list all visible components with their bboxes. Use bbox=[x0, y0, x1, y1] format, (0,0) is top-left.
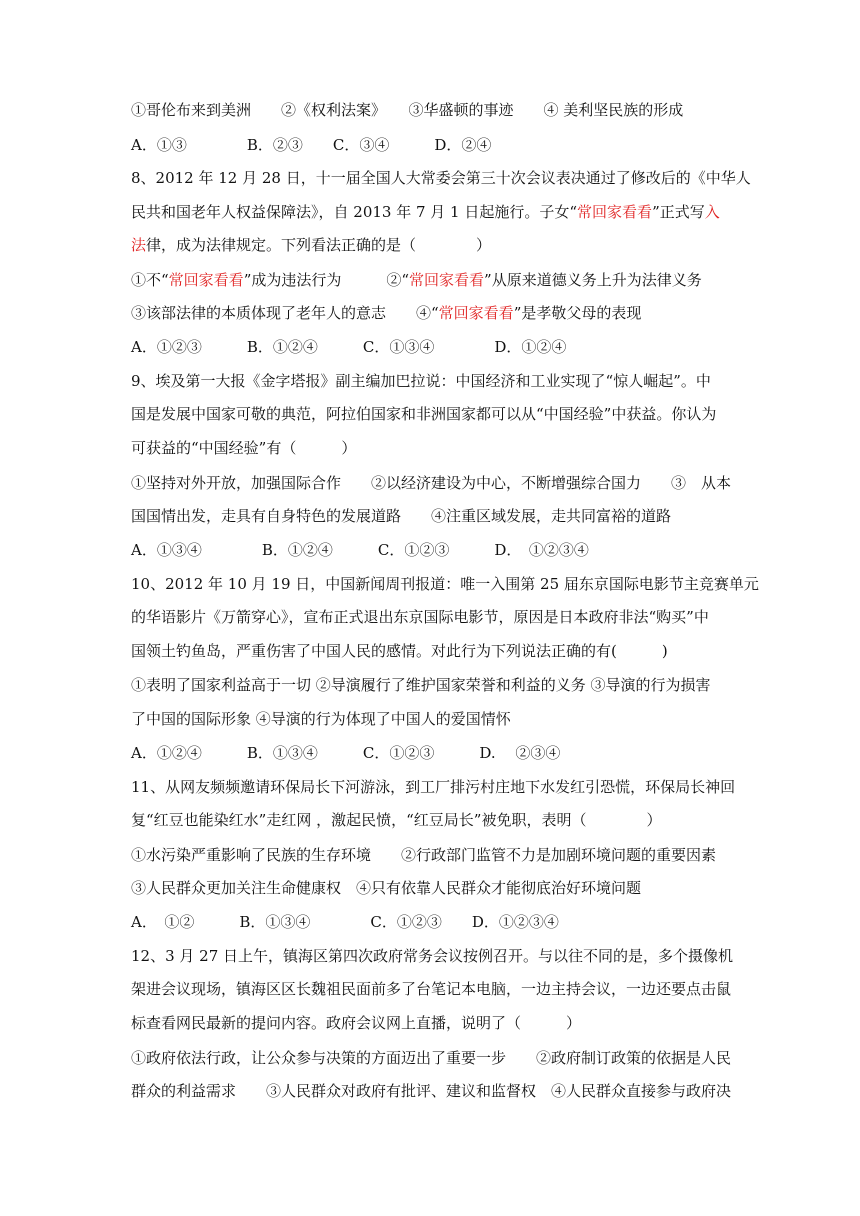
text-segment: 8、2012 年 12 月 28 日，十一届全国人大常委会第三十次会议表决通过了修改后的《中华人 bbox=[131, 169, 751, 187]
text-line bbox=[131, 337, 566, 357]
text-line bbox=[131, 1081, 731, 1101]
text-line bbox=[131, 506, 671, 526]
text-segment: ①哥伦布来到美洲 ②《权利法案》 ③华盛顿的事迹 ④ 美利坚民族的形成 bbox=[131, 101, 684, 119]
text-line bbox=[131, 675, 711, 695]
text-segment: A．①②④ B．①③④ C．①②③ D. ②③④ bbox=[131, 744, 561, 762]
text-line bbox=[131, 371, 711, 391]
text-line bbox=[131, 641, 668, 661]
text-line bbox=[131, 912, 559, 932]
text-line bbox=[131, 303, 641, 323]
text-segment: A．①③ B．②③ C．③④ D．②④ bbox=[131, 136, 492, 154]
highlighted-text: 入 bbox=[704, 203, 720, 221]
text-segment: 复“红豆也能染红水”走红网 ，激起民愤，“红豆局长”被免职，表明（ ） bbox=[131, 811, 662, 829]
text-line bbox=[131, 743, 560, 763]
text-line bbox=[131, 404, 716, 424]
text-segment: ”正式写 bbox=[652, 203, 705, 221]
text-segment: ”从原来道德义务上升为法律义务 bbox=[484, 271, 702, 289]
text-segment: 民共和国老年人权益保障法》，自 2013 年 7 月 1 日起施行。子女“ bbox=[131, 203, 578, 221]
highlighted-text: 常回家看看 bbox=[577, 203, 653, 221]
text-segment: ①水污染严重影响了民族的生存环境 ②行政部门监管不力是加剧环境问题的重要因素 bbox=[131, 846, 717, 864]
text-line bbox=[131, 878, 641, 898]
highlighted-text: 常回家看看 bbox=[168, 271, 244, 289]
text-segment: 可获益的“中国经验”有（ ） bbox=[131, 439, 357, 457]
text-segment: 了中国的国际形象 ④导演的行为体现了中国人的爱国情怀 bbox=[131, 710, 511, 728]
text-line bbox=[131, 540, 589, 560]
text-segment: A．①②③ B．①②④ C．①③④ D．①②④ bbox=[131, 338, 567, 356]
text-line bbox=[131, 810, 661, 830]
text-segment: 标查看网民最新的提问内容。政府会议网上直播，说明了（ ） bbox=[131, 1014, 582, 1032]
text-line bbox=[131, 202, 720, 222]
text-line bbox=[131, 473, 731, 493]
text-segment: ①坚持对外开放，加强国际合作 ②以经济建设为中心，不断增强综合国力 ③ 从本 bbox=[131, 474, 732, 492]
text-segment: ”是孝敬父母的表现 bbox=[513, 304, 642, 322]
text-line bbox=[131, 777, 735, 797]
text-line bbox=[131, 607, 709, 627]
text-line bbox=[131, 574, 759, 594]
text-segment: 9、埃及第一大报《金字塔报》副主编加巴拉说：中国经济和工业实现了“惊人崛起”。中 bbox=[131, 372, 711, 390]
text-line bbox=[131, 946, 733, 966]
text-segment: 群众的利益需求 ③人民群众对政府有批评、建议和监督权 ④人民群众直接参与政府决 bbox=[131, 1082, 732, 1100]
text-segment: 11、从网友频频邀请环保局长下河游泳，到工厂排污村庄地下水发红引恐慌，环保局长神回 bbox=[131, 778, 736, 796]
text-segment: 12、3 月 27 日上午，镇海区第四次政府常务会议按例召开。与以往不同的是，多个摄像机 bbox=[131, 947, 734, 965]
text-segment: 国是发展中国家可敬的典范，阿拉伯国家和非洲国家都可以从“中国经验”中获益。你认为 bbox=[131, 405, 717, 423]
text-segment: ①政府依法行政，让公众参与决策的方面迈出了重要一步 ②政府制订政策的依据是人民 bbox=[131, 1049, 732, 1067]
text-segment: 律，成为法律规定。下列看法正确的是（ ） bbox=[146, 236, 492, 254]
highlighted-text: 法 bbox=[131, 236, 147, 254]
text-line bbox=[131, 438, 356, 458]
text-line bbox=[131, 845, 716, 865]
text-line bbox=[131, 709, 511, 729]
text-segment: 国国情出发，走具有自身特色的发展道路 ④注重区域发展，走共同富裕的道路 bbox=[131, 507, 672, 525]
text-segment: ”成为违法行为 ②“ bbox=[243, 271, 410, 289]
text-segment: 的华语影片《万箭穿心》，宣布正式退出东京国际电影节，原因是日本政府非法“购买”中 bbox=[131, 608, 709, 626]
text-segment: 10、2012 年 10 月 19 日，中国新闻周刊报道：唯一入围第 25 届东京国际电影节主竞赛单元 bbox=[131, 575, 759, 593]
text-line bbox=[131, 1013, 581, 1033]
text-line bbox=[131, 168, 751, 188]
text-line bbox=[131, 135, 491, 155]
text-segment: ③人民群众更加关注生命健康权 ④只有依靠人民群众才能彻底治好环境问题 bbox=[131, 879, 642, 897]
text-segment: A．①③④ B．①②④ C．①②③ D． ①②③④ bbox=[131, 541, 589, 559]
text-line bbox=[131, 1048, 731, 1068]
text-segment: 国领土钓鱼岛，严重伤害了中国人民的感情。对此行为下列说法正确的有( ) bbox=[131, 642, 668, 660]
text-line bbox=[131, 270, 702, 290]
text-line bbox=[131, 979, 731, 999]
highlighted-text: 常回家看看 bbox=[438, 304, 514, 322]
text-segment: A． ①② B．①③④ C．①②③ D．①②③④ bbox=[131, 913, 559, 931]
text-segment: 架进会议现场，镇海区区长魏祖民面前多了台笔记本电脑，一边主持会议，一边还要点击鼠 bbox=[131, 980, 732, 998]
highlighted-text: 常回家看看 bbox=[409, 271, 485, 289]
text-segment: ①表明了国家利益高于一切 ②导演履行了维护国家荣誉和利益的义务 ③导演的行为损害 bbox=[131, 676, 711, 694]
text-line bbox=[131, 100, 683, 120]
text-segment: ①不“ bbox=[131, 271, 169, 289]
text-line bbox=[131, 235, 491, 255]
text-segment: ③该部法律的本质体现了老年人的意志 ④“ bbox=[131, 304, 439, 322]
